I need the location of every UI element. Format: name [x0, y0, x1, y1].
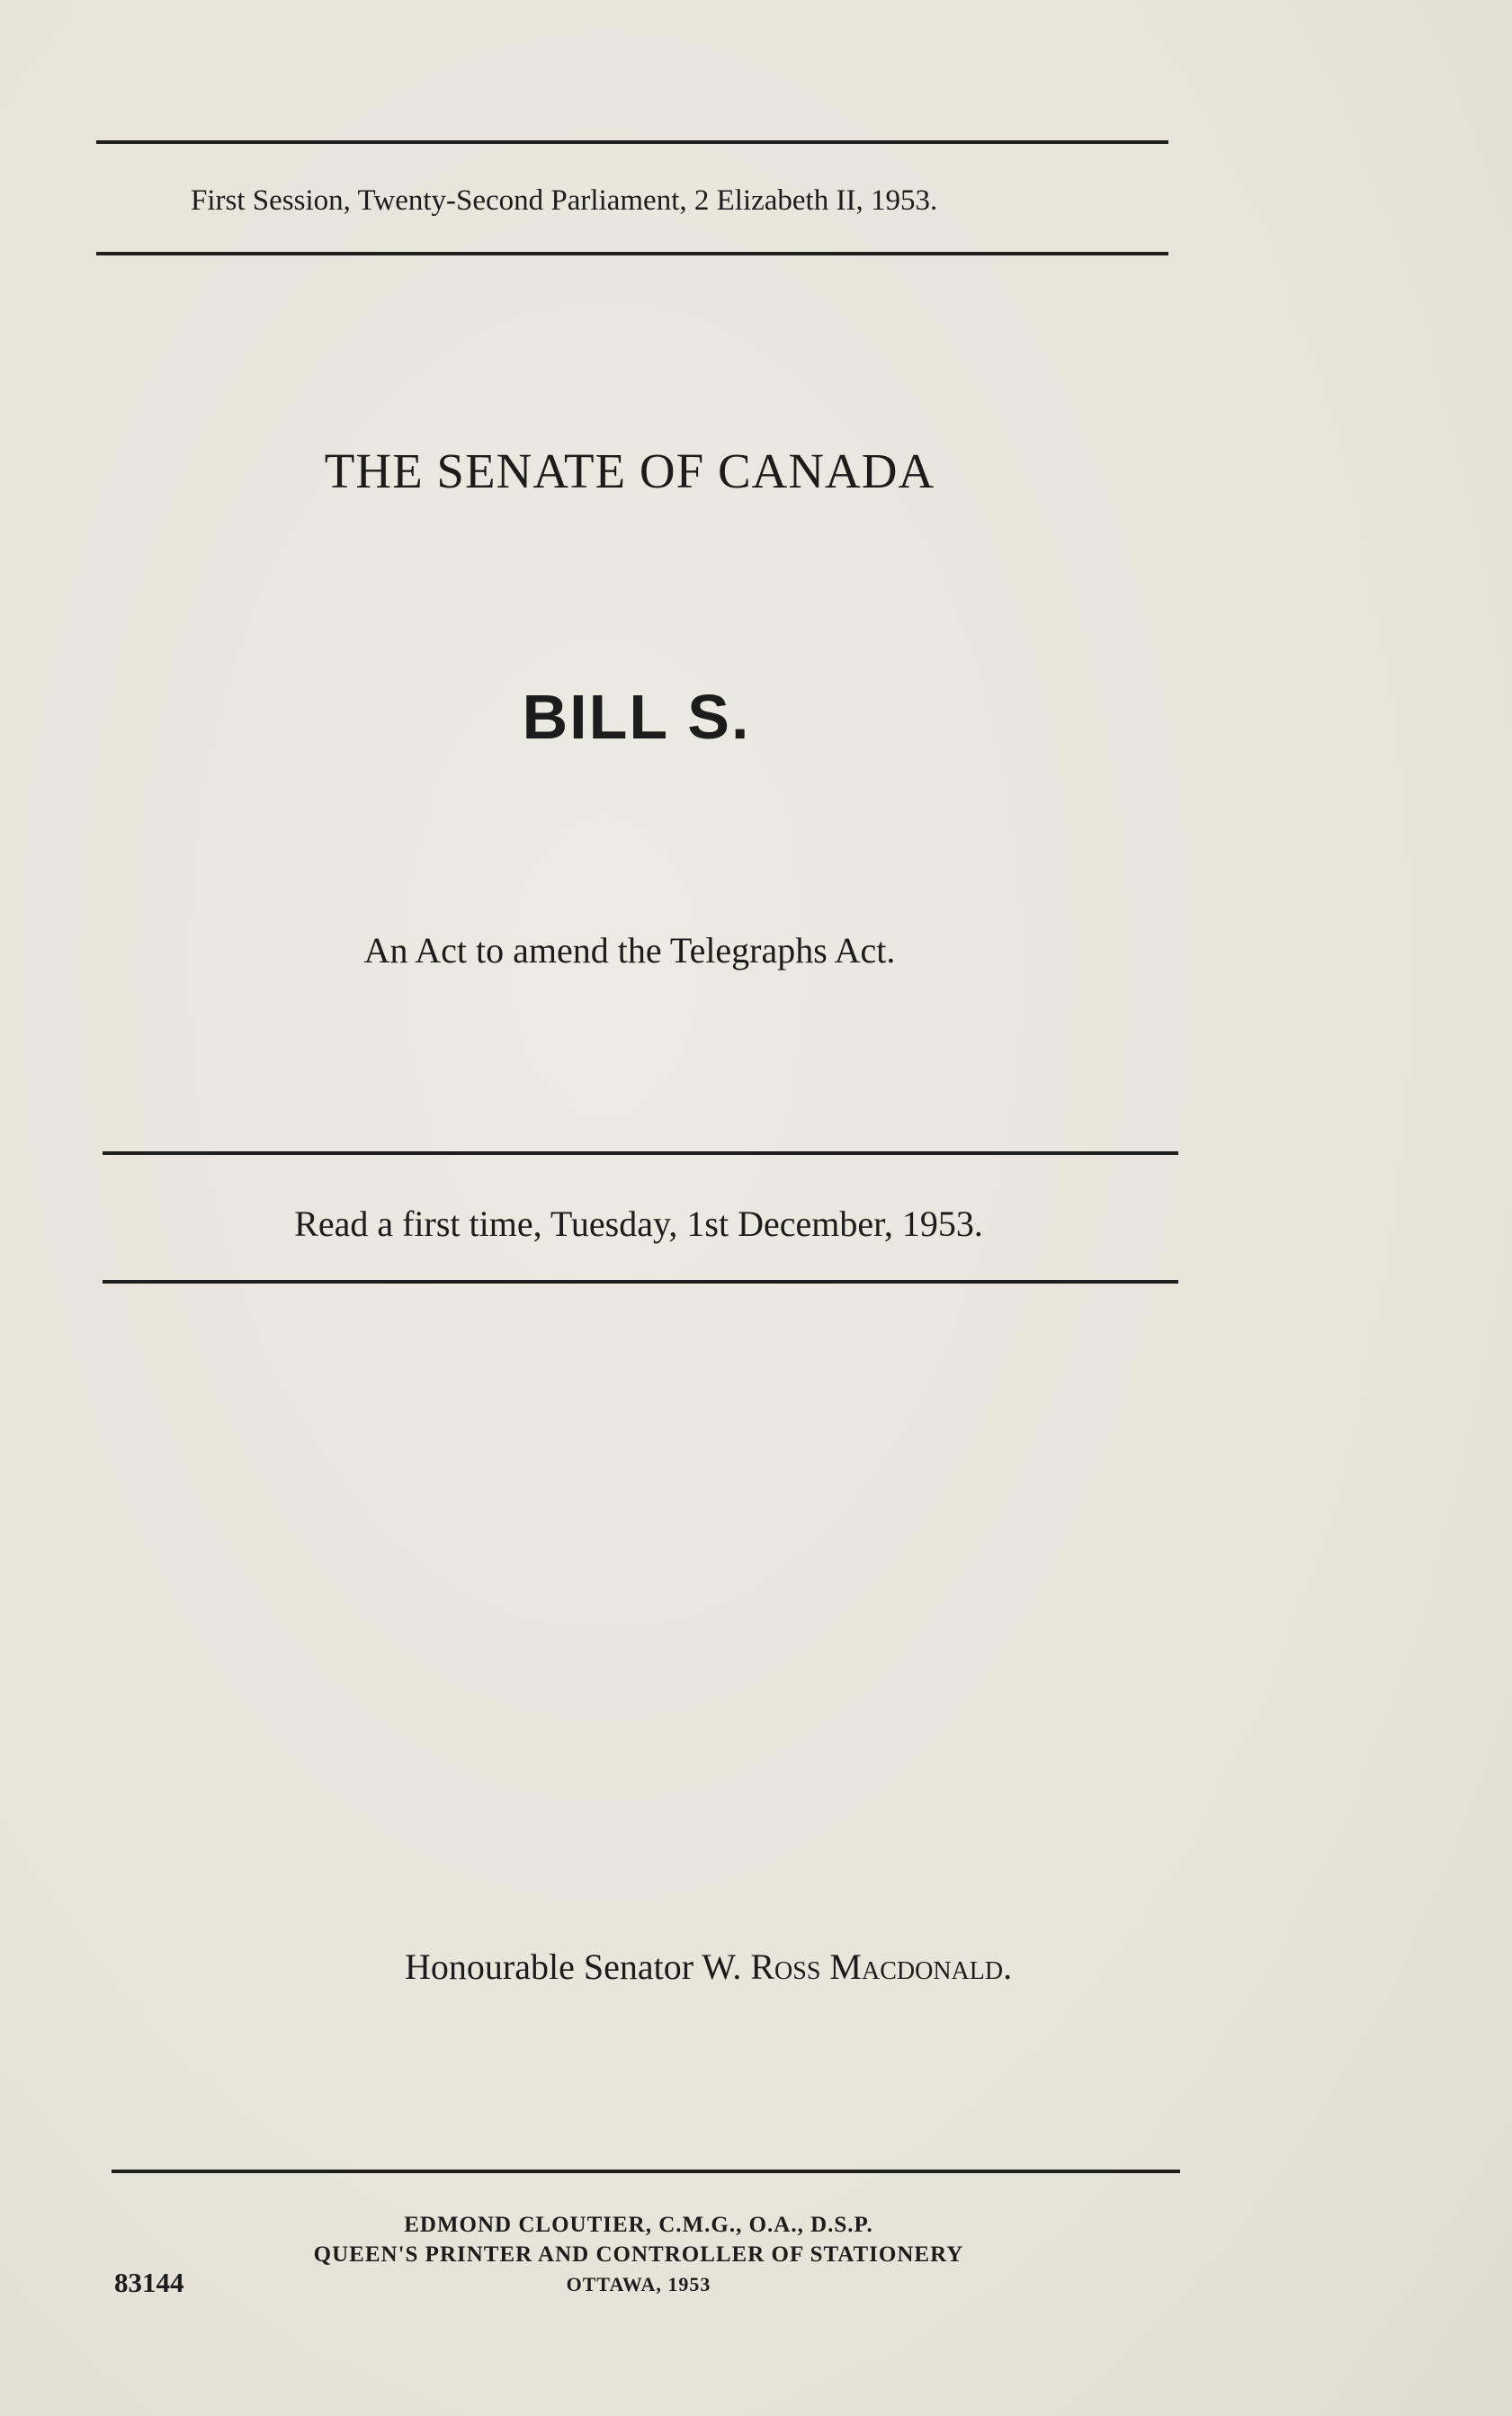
sponsor-name-last: Macdonald [829, 1946, 1004, 1987]
bill-title: BILL S. [522, 682, 751, 752]
printer-rule [112, 2170, 1180, 2173]
session-line: First Session, Twenty-Second Parliament, 2 Elizabeth II, 1953. [191, 184, 938, 217]
printer-title: QUEEN'S PRINTER AND CONTROLLER OF STATIONERY [313, 2242, 964, 2267]
senate-heading: THE SENATE OF CANADA [324, 443, 935, 498]
reading-rule-bottom [103, 1280, 1178, 1284]
sponsor-suffix: . [1003, 1946, 1013, 1987]
document-code: 83144 [114, 2267, 184, 2298]
first-reading-line: Read a first time, Tuesday, 1st December, 1953. [294, 1204, 983, 1244]
printer-name: EDMOND CLOUTIER, C.M.G., O.A., D.S.P. [404, 2213, 873, 2237]
sponsor-line [405, 1946, 1012, 1988]
printer-place: OTTAWA, 1953 [566, 2273, 711, 2295]
act-title: An Act to amend the Telegraphs Act. [363, 930, 896, 971]
reading-rule-top [103, 1151, 1178, 1155]
sponsor-name-sep [820, 1946, 829, 1987]
top-rule-1 [96, 140, 1168, 144]
top-rule-2 [96, 252, 1168, 255]
sponsor-prefix: Honourable Senator W. [405, 1946, 751, 1987]
sponsor-name-first: Ross [750, 1946, 821, 1987]
